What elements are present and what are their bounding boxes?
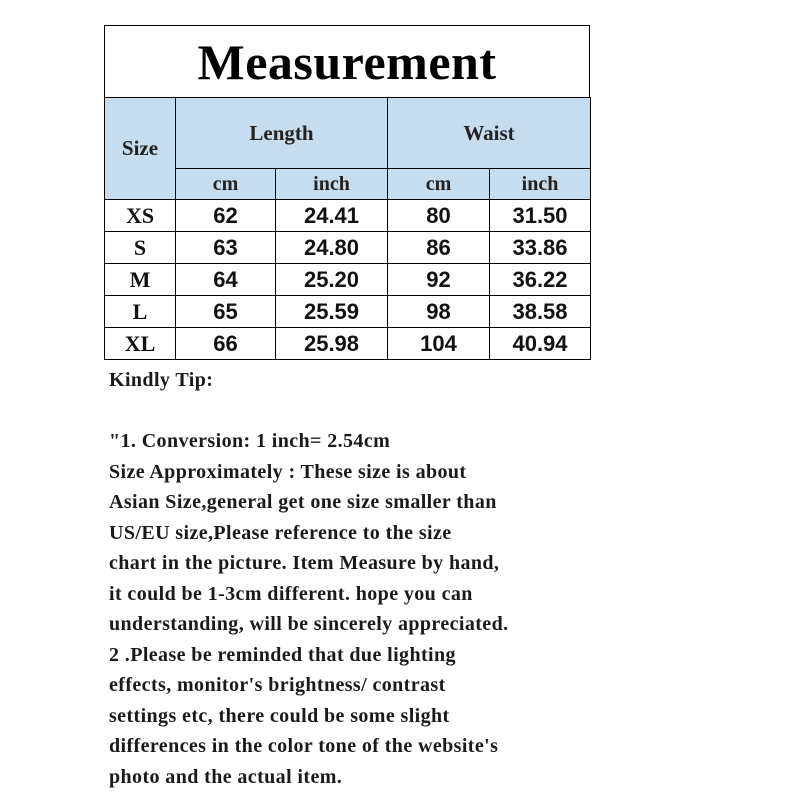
waist-cm-cell: 92 <box>388 264 490 296</box>
table-header-row <box>105 98 591 169</box>
waist-inch-header: inch <box>490 169 591 200</box>
waist-cm-cell: 104 <box>388 328 490 360</box>
waist-cm-cell: 80 <box>388 200 490 232</box>
kindly-tip-notes <box>109 365 629 792</box>
length-cm-cell: 66 <box>176 328 276 360</box>
note-line: Asian Size,general get one size smaller than <box>109 491 497 513</box>
waist-cm-cell: 86 <box>388 232 490 264</box>
note-line: effects, monitor's brightness/ contrast <box>109 674 446 696</box>
length-group-header: Length <box>176 98 388 169</box>
notes-spacer <box>109 396 629 427</box>
size-column-header: Size <box>105 98 176 200</box>
length-inch-cell: 25.59 <box>276 296 388 328</box>
note-line: chart in the picture. Item Measure by hand, <box>109 552 500 574</box>
length-inch-header: inch <box>276 169 388 200</box>
table-row <box>105 296 591 328</box>
length-cm-cell: 65 <box>176 296 276 328</box>
note-line: "1. Conversion: 1 inch= 2.54cm <box>109 430 391 452</box>
table-row <box>105 328 591 360</box>
length-cm-cell: 64 <box>176 264 276 296</box>
waist-inch-cell: 38.58 <box>490 296 591 328</box>
table-row <box>105 264 591 296</box>
waist-cm-cell: 98 <box>388 296 490 328</box>
length-inch-cell: 25.20 <box>276 264 388 296</box>
note-line: it could be 1-3cm different. hope you can <box>109 582 473 605</box>
size-cell: XS <box>105 200 176 232</box>
waist-inch-cell: 33.86 <box>490 232 591 264</box>
waist-inch-cell: 31.50 <box>490 200 591 232</box>
table-unit-row <box>105 169 591 200</box>
waist-group-header: Waist <box>388 98 591 169</box>
size-chart <box>104 25 590 360</box>
size-cell: M <box>105 264 176 296</box>
note-line: US/EU size,Please reference to the size <box>109 521 452 544</box>
length-cm-cell: 62 <box>176 200 276 232</box>
note-line: 2 .Please be reminded that due lighting <box>109 643 456 666</box>
notes-heading: Kindly Tip: <box>109 369 214 391</box>
waist-inch-cell: 36.22 <box>490 264 591 296</box>
chart-title: Measurement <box>104 25 590 97</box>
size-cell: L <box>105 296 176 328</box>
length-inch-cell: 24.80 <box>276 232 388 264</box>
length-inch-cell: 25.98 <box>276 328 388 360</box>
note-line: Size Approximately : These size is about <box>109 460 467 483</box>
note-line: understanding, will be sincerely appreciated. <box>109 613 509 635</box>
length-inch-cell: 24.41 <box>276 200 388 232</box>
note-line: photo and the actual item. <box>109 765 343 788</box>
note-line: settings etc, there could be some slight <box>109 704 450 727</box>
measurement-table <box>104 97 591 360</box>
note-line: differences in the color tone of the website's <box>109 735 499 757</box>
size-cell: XL <box>105 328 176 360</box>
table-row <box>105 232 591 264</box>
table-row <box>105 200 591 232</box>
waist-cm-header: cm <box>388 169 490 200</box>
waist-inch-cell: 40.94 <box>490 328 591 360</box>
size-cell: S <box>105 232 176 264</box>
length-cm-header: cm <box>176 169 276 200</box>
length-cm-cell: 63 <box>176 232 276 264</box>
